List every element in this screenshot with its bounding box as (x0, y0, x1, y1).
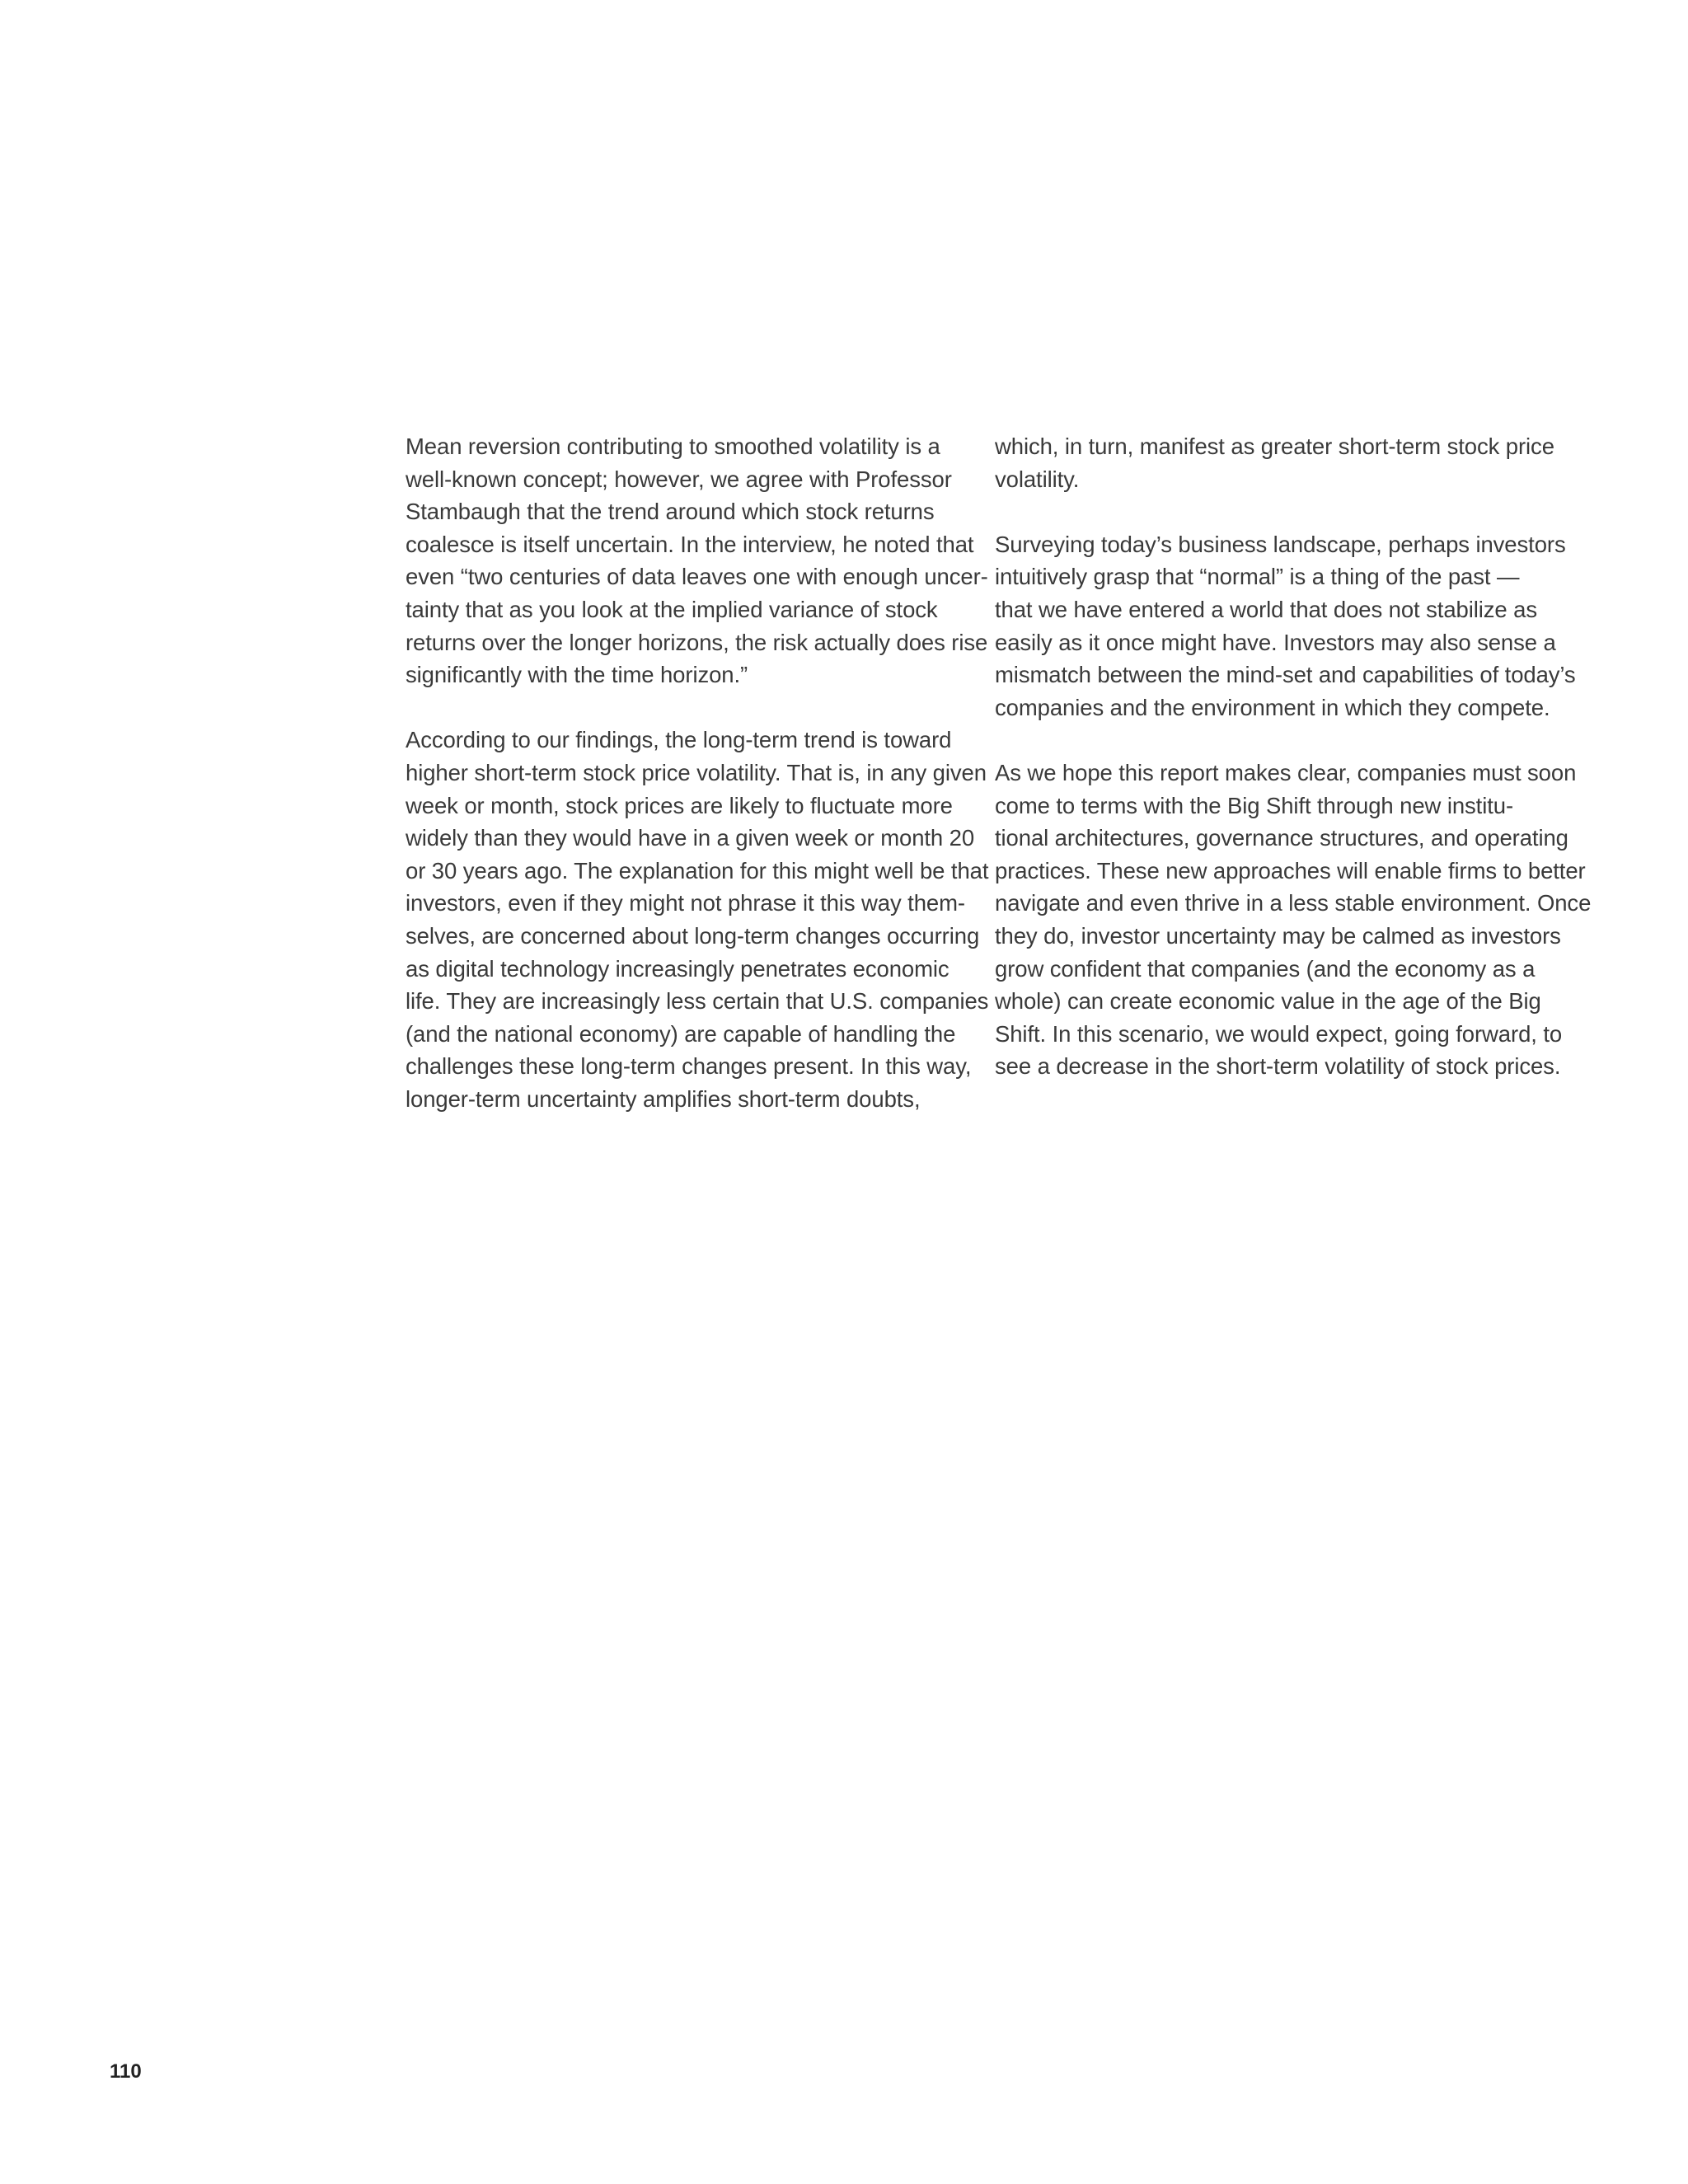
paragraph-gap (406, 691, 1015, 724)
text-line: Mean reversion contributing to smoothed volatility is a (406, 434, 940, 459)
paragraph-gap (995, 724, 1605, 757)
text-line: investors, even if they might not phrase it this way them- (406, 890, 965, 916)
text-line: see a decrease in the short-term volatility of stock prices. (995, 1053, 1561, 1080)
text-line: intuitively grasp that “normal” is a thing of the past — (995, 564, 1520, 590)
text-line: easily as it once might have. Investors may also sense a (995, 629, 1556, 655)
text-line: significantly with the time horizon.” (406, 662, 748, 688)
paragraph (406, 430, 1015, 691)
text-line: come to terms with the Big Shift through new institu- (995, 792, 1514, 818)
paragraph (995, 757, 1605, 1083)
text-line: practices. These new approaches will enable firms to better (995, 857, 1586, 883)
text-line: Surveying today’s business landscape, perhaps investors (995, 531, 1566, 557)
text-line: even “two centuries of data leaves one with enough uncer- (406, 564, 988, 590)
text-line: navigate and even thrive in a less stable environment. Once (995, 890, 1592, 916)
text-line: or 30 years ago. The explanation for this might well be that (406, 857, 989, 883)
text-line: (and the national economy) are capable of handling the (406, 1020, 956, 1047)
text-line: whole) can create economic value in the age of the Big (995, 988, 1541, 1015)
text-line: volatility. (995, 466, 1080, 492)
text-line: challenges these long-term changes present. In this way, (406, 1053, 972, 1080)
text-line: As we hope this report makes clear, companies must soon (995, 759, 1577, 785)
text-line: they do, investor uncertainty may be calmed as investors (995, 922, 1561, 949)
text-line: grow confident that companies (and the economy as a (995, 955, 1536, 982)
text-line: which, in turn, manifest as greater short-term stock price (995, 434, 1554, 459)
text-line: Shift. In this scenario, we would expect, going forward, to (995, 1020, 1563, 1047)
text-line: coalesce is itself uncertain. In the interview, he noted that (406, 531, 974, 557)
text-line: companies and the environment in which they compete. (995, 694, 1550, 720)
text-line: selves, are concerned about long-term changes occurring (406, 922, 980, 949)
text-line: well-known concept; however, we agree with Professor (406, 466, 952, 492)
text-line: week or month, stock prices are likely to fluctuate more (406, 792, 953, 818)
text-line: mismatch between the mind-set and capabilities of today’s (995, 662, 1576, 688)
text-line: Stambaugh that the trend around which stock returns (406, 499, 935, 525)
text-line: widely than they would have in a given week or month 20 (406, 825, 975, 851)
text-line: higher short-term stock price volatility. That is, in any given (406, 759, 987, 785)
paragraph (995, 528, 1605, 724)
text-line: According to our findings, the long-term trend is toward (406, 727, 952, 753)
left-column (406, 430, 1015, 1115)
text-line: as digital technology increasingly penetrates economic (406, 955, 950, 982)
right-column (995, 430, 1605, 1083)
text-line: tainty that as you look at the implied variance of stock (406, 596, 938, 622)
text-line: that we have entered a world that does not stabilize as (995, 596, 1537, 622)
text-line: returns over the longer horizons, the risk actually does rise (406, 629, 988, 655)
text-line: longer-term uncertainty amplifies short-term doubts, (406, 1085, 921, 1112)
text-line: tional architectures, governance structures, and operating (995, 825, 1568, 851)
paragraph (406, 724, 1015, 1115)
paragraph (995, 430, 1605, 495)
page-number: 110 (110, 2060, 142, 2083)
text-line: life. They are increasingly less certain that U.S. companies (406, 988, 989, 1015)
paragraph-gap (995, 495, 1605, 528)
